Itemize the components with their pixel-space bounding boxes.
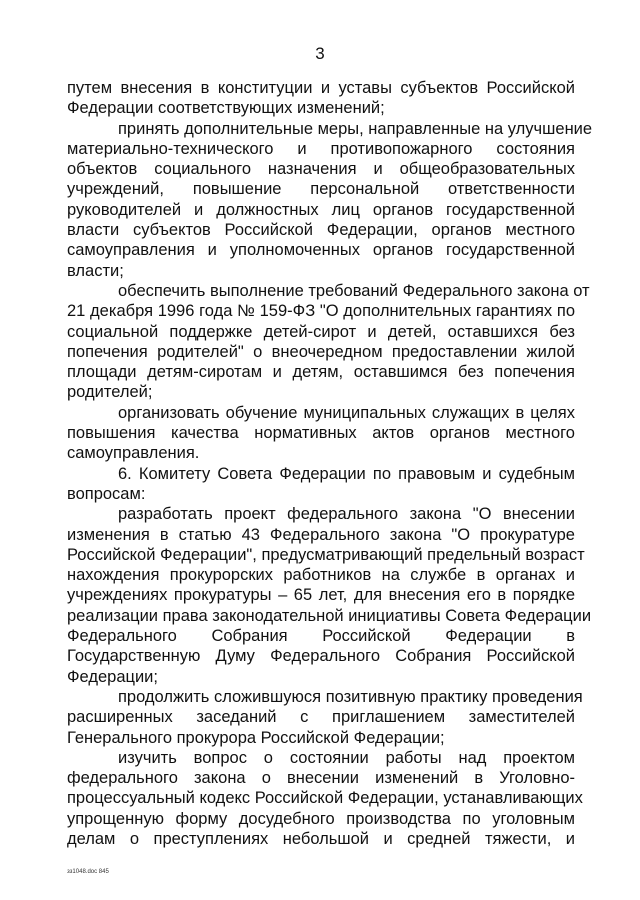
text-line: расширенных заседаний с приглашением заместителей [67,708,575,727]
paragraph [67,504,592,687]
paragraph [67,687,583,748]
text-line: попечения родителей" о внеочередном предоставлении жилой [67,342,575,361]
paragraph [67,748,583,849]
text-line: 6. Комитету Совета Федерации по правовым и судебным [118,464,575,483]
text-line: федерального закона о внесении изменений в Уголовно- [67,769,575,788]
text-line: Федерации; [67,667,158,686]
text-line: Федерации соответствующих изменений; [67,99,385,118]
paragraph [67,281,590,403]
text-line: Государственную Думу Федерального Собрания Российской [67,647,575,666]
text-line: учреждений, повышение персональной ответственности [67,180,575,199]
text-line: руководителей и должностных лиц органов государственной [67,200,575,219]
text-line: Российской Федерации", предусматривающий предельный возраст [67,545,585,564]
text-line: Федерального Собрания Российской Федерации в [67,627,575,646]
text-line: объектов социального назначения и общеобразовательных [67,160,575,179]
page-number: 3 [315,44,325,63]
footer-file-reference: зз1048.doc 845 [67,869,109,875]
text-line: путем внесения в конституции и уставы субъектов Российской [67,79,575,97]
text-line: власти субъектов Российской Федерации, органов местного [67,221,575,240]
text-line: самоуправления и уполномоченных органов государственной [67,241,575,260]
text-line: обеспечить выполнение требований Федерального закона от [118,281,590,300]
text-line: учреждениях прокуратуры – 65 лет, для внесения его в порядке [67,586,575,605]
paragraph [67,403,575,464]
text-line: Генерального прокурора Российской Федерации; [67,728,445,747]
text-line: делам о преступлениях небольшой и средней тяжести, и [67,829,575,848]
text-line: власти; [67,261,124,280]
text-line: родителей; [67,383,153,402]
text-line: самоуправления. [67,444,200,463]
text-line: материально-технического и противопожарного состояния [67,139,575,158]
text-line: принять дополнительные меры, направленные на улучшение [118,119,593,138]
document-body [67,78,593,849]
text-line: изменения в статью 43 Федерального закона "О прокуратуре [67,525,575,544]
text-line: процессуальный кодекс Российской Федерации, устанавливающих [67,789,583,808]
paragraph [67,464,575,505]
text-line: повышения качества нормативных актов органов местного [67,424,575,443]
text-line: вопросам: [67,484,146,503]
text-line: разработать проект федерального закона "О внесении [118,505,575,524]
text-line: упрощенную форму досудебного производства по уголовным [67,809,575,828]
text-line: реализации права законодательной инициативы Совета Федерации [67,606,592,625]
text-line: продолжить сложившуюся позитивную практику проведения [118,687,583,706]
text-line: площади детям-сиротам и детям, оставшимся без попечения [67,363,575,382]
paragraph [67,78,575,119]
paragraph [67,119,593,281]
text-line: организовать обучение муниципальных служащих в целях [118,403,575,422]
text-line: нахождения прокурорских работников на службе в органах и [67,566,575,585]
text-line: социальной поддержке детей-сирот и детей, оставшихся без [67,322,575,341]
text-line: 21 декабря 1996 года № 159-ФЗ "О дополнительных гарантиях по [67,302,575,321]
text-line: изучить вопрос о состоянии работы над проектом [118,748,575,767]
